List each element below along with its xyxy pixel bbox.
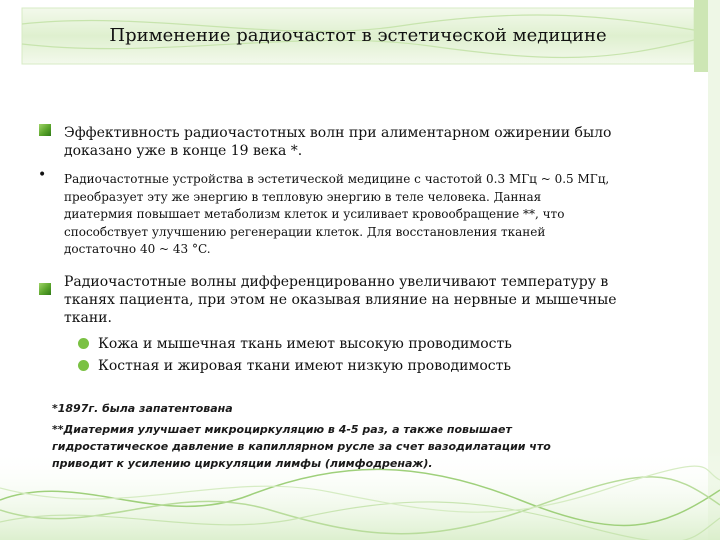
square-bullet-icon	[39, 124, 51, 136]
sub-item-low-conductivity: Костная и жировая ткани имеют низкую проводимость	[98, 358, 511, 374]
paragraph-line: Радиочастотные устройства в эстетической медицине с частотой 0.3 МГц ~ 0.5 МГц,	[64, 172, 610, 186]
paragraph-line: доказано уже в конце 19 века *.	[64, 143, 303, 159]
paragraph-line: способствует улучшению регенерации клеток. Для восстановления тканей	[64, 224, 546, 239]
dot-bullet-icon: •	[38, 167, 47, 183]
paragraph-line: Эффективность радиочастотных волн при алиментарном ожирении было	[64, 125, 612, 141]
paragraph-line: Радиочастотные волны дифференцированно увеличивают температуру в	[64, 274, 609, 290]
paragraph-line: преобразует эту же энергию в тепловую энергию в теле человека. Данная	[64, 189, 542, 204]
footnote-line: гидростатическое давление в капиллярном русле за счет вазодилатации что	[52, 440, 551, 453]
footnote-line: **Диатермия улучшает микроциркуляцию в 4-5 раз, а также повышает	[52, 423, 512, 436]
paragraph-3	[64, 273, 704, 327]
paragraph-1	[64, 124, 704, 160]
circle-bullet-icon	[78, 360, 89, 371]
paragraph-line: достаточно 40 ~ 43 °C.	[64, 242, 211, 256]
paragraph-2	[64, 171, 704, 259]
page-title: Применение радиочастот в эстетической медицине	[109, 24, 607, 46]
paragraph-line: диатермия повышает метаболизм клеток и усиливает кровообращение **, что	[64, 207, 565, 221]
paragraph-line: ткани.	[64, 310, 112, 326]
footnote-line: приводит к усилению циркуляции лимфы (лимфодренаж).	[52, 457, 433, 470]
footnote-patent: *1897г. была запатентована	[52, 402, 233, 415]
square-bullet-icon	[39, 283, 51, 295]
sub-item-high-conductivity: Кожа и мышечная ткань имеют высокую проводимость	[98, 336, 512, 352]
circle-bullet-icon	[78, 338, 89, 349]
paragraph-line: тканях пациента, при этом не оказывая влияние на нервные и мышечные	[64, 292, 617, 308]
footnote-diathermy	[52, 421, 692, 472]
